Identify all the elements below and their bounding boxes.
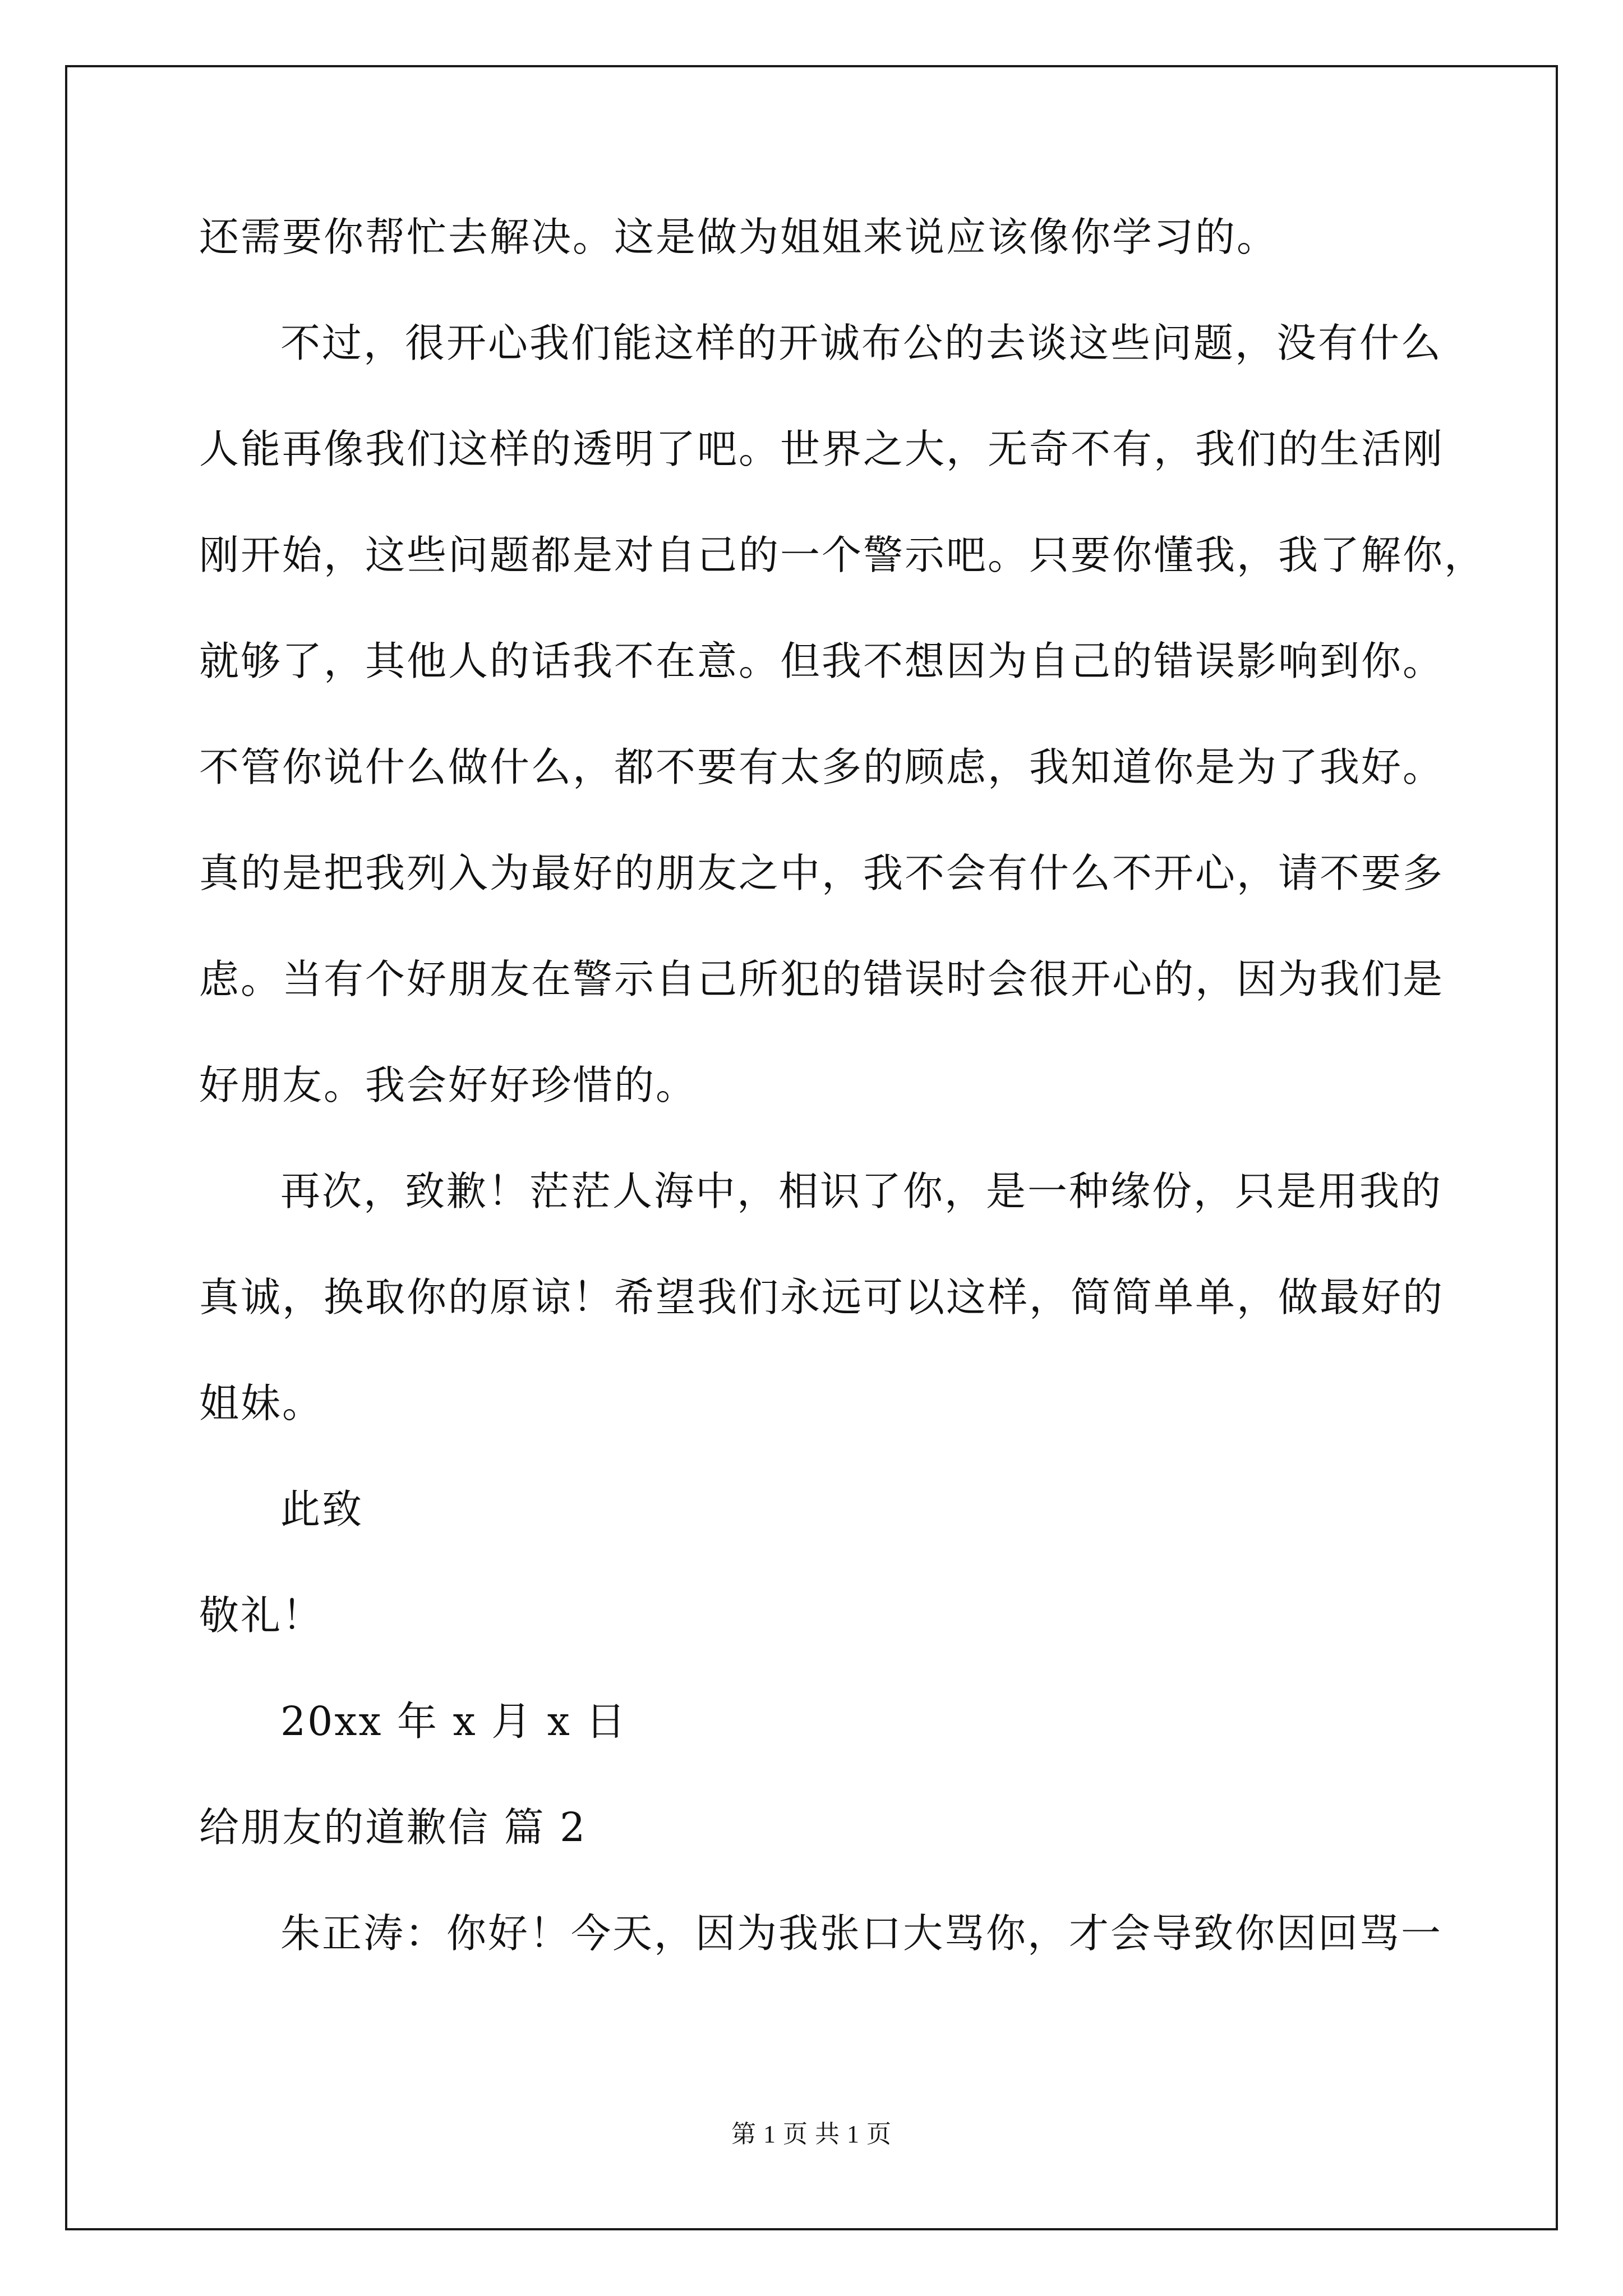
body-text-line: 好朋友。我会好好珍惜的。 (199, 1062, 698, 1108)
page-number-footer: 第 1 页 共 1 页 (731, 2120, 892, 2148)
closing-respect: 敬礼！ (199, 1592, 324, 1639)
body-text-line: 姐妹。 (199, 1380, 324, 1427)
body-text-line: 虑。当有个好朋友在警示自己所犯的错误时会很开心的，因为我们是 (199, 956, 1445, 1002)
body-text-line: 再次，致歉！茫茫人海中，相识了你，是一种缘份，只是用我的 (280, 1168, 1443, 1214)
body-text-line: 还需要你帮忙去解决。这是做为姐姐来说应该像你学习的。 (199, 214, 1279, 260)
letter-date: 20xx 年 x 月 x 日 (280, 1698, 628, 1745)
body-text-line: 不过，很开心我们能这样的开诚布公的去谈这些问题，没有什么 (280, 320, 1443, 366)
body-text-line: 真诚，换取你的原谅！希望我们永远可以这样，简简单单，做最好的 (199, 1274, 1445, 1320)
body-text-line: 朱正涛：你好！今天，因为我张口大骂你，才会导致你因回骂一 (280, 1910, 1443, 1957)
page-border (65, 65, 1558, 2230)
body-text-line: 真的是把我列入为最好的朋友之中，我不会有什么不开心，请不要多 (199, 850, 1445, 896)
body-text-line: 不管你说什么做什么，都不要有太多的顾虑，我知道你是为了我好。 (199, 744, 1445, 790)
body-text-line: 人能再像我们这样的透明了吧。世界之大，无奇不有，我们的生活刚 (199, 426, 1445, 472)
section-heading: 给朋友的道歉信 篇 2 (199, 1804, 587, 1851)
body-text-line: 刚开始，这些问题都是对自己的一个警示吧。只要你懂我，我了解你， (199, 532, 1486, 578)
closing-salutation: 此致 (280, 1486, 364, 1533)
body-text-line: 就够了，其他人的话我不在意。但我不想因为自己的错误影响到你。 (199, 638, 1445, 684)
